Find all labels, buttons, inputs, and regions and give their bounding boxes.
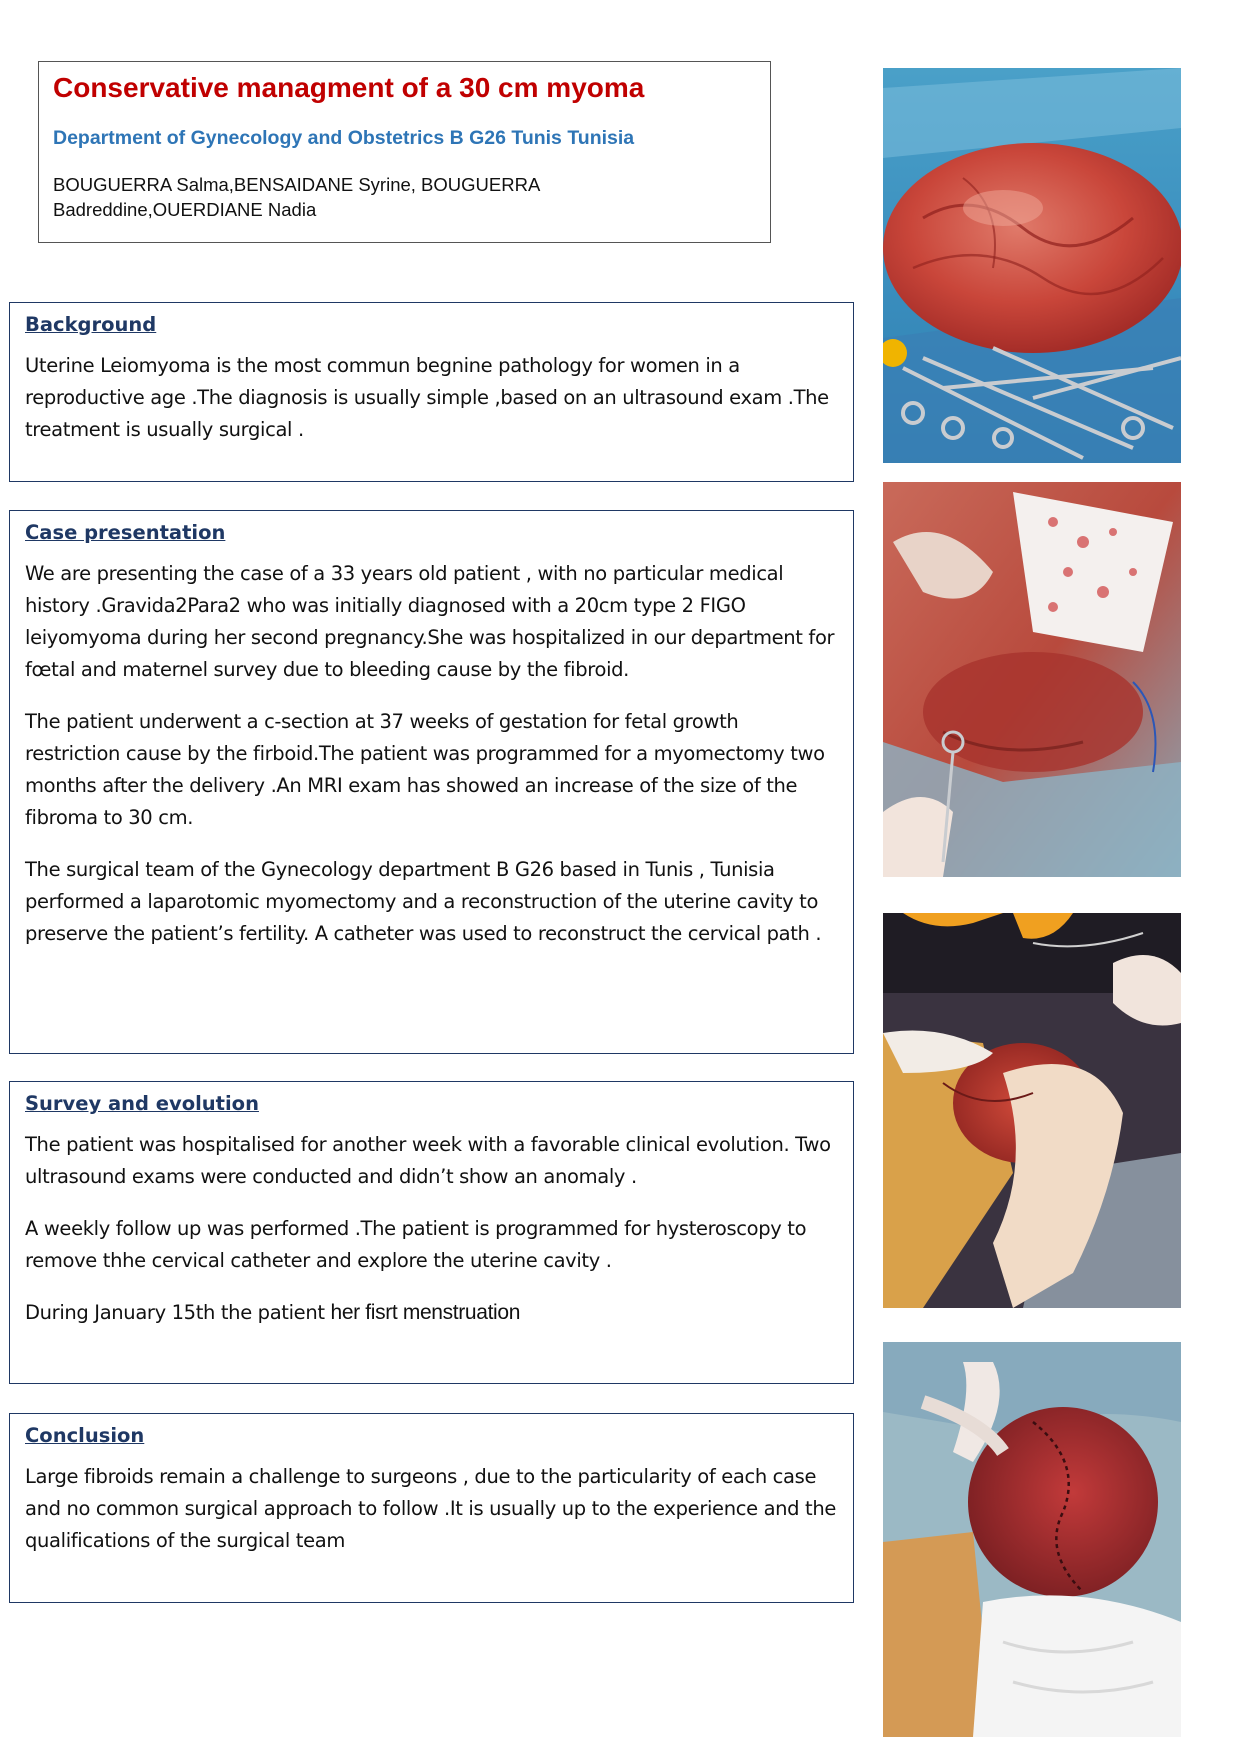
poster-title: Conservative managment of a 30 cm myoma xyxy=(53,72,645,103)
photo-sutured-uterus xyxy=(883,1342,1181,1737)
background-section xyxy=(9,302,854,482)
conclusion-section xyxy=(9,1413,854,1603)
photo-uterine-reconstruction xyxy=(883,913,1181,1308)
conclusion-heading: Conclusion xyxy=(25,1424,145,1447)
photo-operative-field-image xyxy=(883,482,1181,877)
photo-excised-myoma-image xyxy=(883,68,1181,463)
background-paragraph: Uterine Leiomyoma is the most commun begnine pathology for women in a reproductive age .The diagnosis is usually simple ,based on an ultrasound exam .The treatment is usually surgical . xyxy=(25,354,829,442)
survey-evolution-heading: Survey and evolution xyxy=(25,1092,259,1115)
department-name: Department of Gynecology and Obstetrics B G26 Tunis Tunisia xyxy=(53,127,635,150)
case-presentation-heading: Case presentation xyxy=(25,521,226,544)
photo-sutured-uterus-image xyxy=(883,1342,1181,1737)
case-paragraph-3: The surgical team of the Gynecology department B G26 based in Tunis , Tunisia performed a laparotomic myomectomy and a reconstruction of the uterine cavity to preserve the patient’s fertility. A catheter was used to reconstruct the cervical path . xyxy=(25,858,822,946)
case-presentation-section xyxy=(9,510,854,1054)
survey-paragraph-2: A weekly follow up was performed .The patient is programmed for hysteroscopy to remove thhe cervical catheter and explore the uterine cavity . xyxy=(25,1217,807,1273)
survey-paragraph-3-start: During January 15th the patient xyxy=(25,1301,331,1325)
author-list xyxy=(53,173,573,223)
conclusion-paragraph: Large fibroids remain a challenge to surgeons , due to the particularity of each case and no common surgical approach to follow .It is usually up to the experience and the qualifications of the surgical team xyxy=(25,1465,837,1553)
background-heading: Background xyxy=(25,313,157,336)
photo-operative-field xyxy=(883,482,1181,877)
survey-evolution-section xyxy=(9,1081,854,1384)
photo-uterine-reconstruction-image xyxy=(883,913,1181,1308)
poster-header xyxy=(38,61,771,243)
survey-paragraph-3-end: her fisrt menstruation xyxy=(330,1301,521,1325)
survey-paragraph-1: The patient was hospitalised for another week with a favorable clinical evolution. Two ultrasound exams were conducted and didn’t show an anomaly . xyxy=(25,1133,831,1189)
case-paragraph-2: The patient underwent a c-section at 37 weeks of gestation for fetal growth restriction cause by the firboid.The patient was programmed for a myomectomy two months after the delivery .An MRI exam has showed an increase of the size of the fibroma to 30 cm. xyxy=(25,710,825,830)
authors-line-2: Badreddine,OUERDIANE Nadia xyxy=(53,198,317,220)
survey-paragraph-3 xyxy=(25,1297,838,1329)
case-paragraph-1: We are presenting the case of a 33 years old patient , with no particular medical history .Gravida2Para2 who was initially diagnosed with a 20cm type 2 FIGO leiyomyoma during her second pregnancy.She was hospitalized in our department for fœtal and maternel survey due to bleeding cause by the fibroid. xyxy=(25,562,835,682)
authors-line-1: BOUGUERRA Salma,BENSAIDANE Syrine, BOUGUERRA xyxy=(53,173,541,195)
photo-excised-myoma xyxy=(883,68,1181,463)
